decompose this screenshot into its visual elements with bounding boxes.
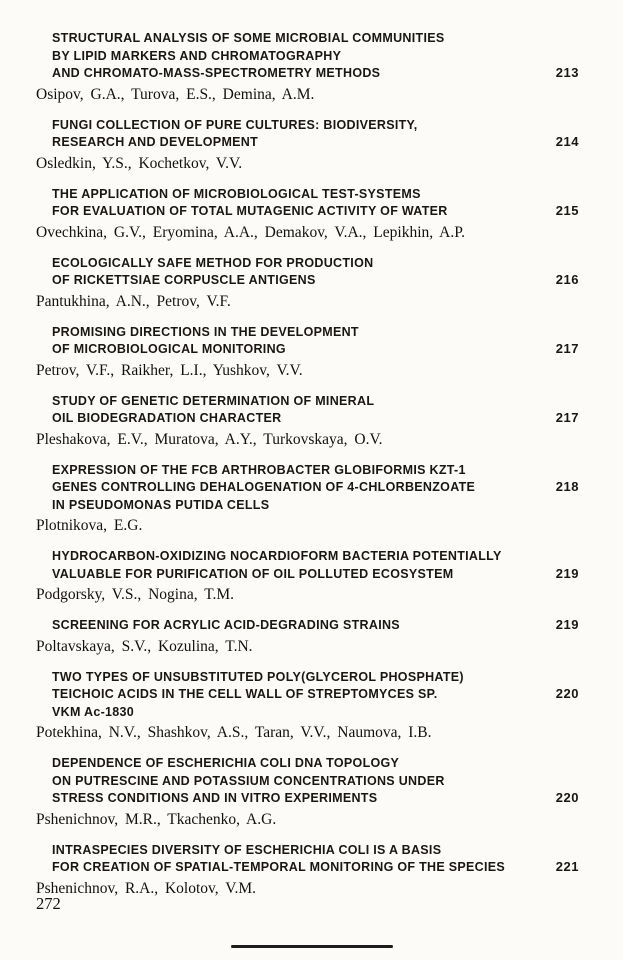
title-text: PROMISING DIRECTIONS IN THE DEVELOPMENT xyxy=(52,324,359,339)
title-line xyxy=(36,255,579,273)
title-text: EXPRESSION OF THE FCB ARTHROBACTER GLOBIFORMIS KZT-1 xyxy=(52,462,466,477)
toc-entry xyxy=(36,669,579,744)
title-text: INTRASPECIES DIVERSITY OF ESCHERICHIA COLI IS A BASIS xyxy=(52,842,442,857)
title-line xyxy=(36,134,579,152)
title-text: GENES CONTROLLING DEHALOGENATION OF 4-CHLORBENZOATE xyxy=(52,480,476,494)
title-line xyxy=(36,186,579,204)
page-number: 220 xyxy=(555,790,579,805)
toc-content xyxy=(36,30,579,911)
page-number: 219 xyxy=(555,565,579,581)
title-line xyxy=(36,755,579,773)
authors-line: Osipov, G.A., Turova, E.S., Demina, A.M. xyxy=(36,85,315,103)
title-line xyxy=(36,30,579,48)
title-text: FUNGI COLLECTION OF PURE CULTURES: BIODIVERSITY, xyxy=(52,117,418,132)
authors-line: Pshenichnov, R.A., Kolotov, V.M. xyxy=(36,879,256,897)
title-line xyxy=(36,479,579,497)
title-text: BY LIPID MARKERS AND CHROMATOGRAPHY xyxy=(52,48,342,63)
title-text: VKM Ac-1830 xyxy=(52,704,135,719)
authors-line: Pantukhina, A.N., Petrov, V.F. xyxy=(36,292,231,310)
title-text: THE APPLICATION OF MICROBIOLOGICAL TEST-SYSTEMS xyxy=(52,186,421,201)
title-text: STRUCTURAL ANALYSIS OF SOME MICROBIAL COMMUNITIES xyxy=(52,31,445,45)
title-text: OF MICROBIOLOGICAL MONITORING xyxy=(52,342,286,356)
title-text: RESEARCH AND DEVELOPMENT xyxy=(52,135,259,149)
title-text: TWO TYPES OF UNSUBSTITUTED POLY(GLYCEROL PHOSPHATE) xyxy=(52,669,464,684)
page-number: 219 xyxy=(555,617,579,632)
title-text: STRESS CONDITIONS AND IN VITRO EXPERIMENTS xyxy=(52,791,378,805)
authors-line: Pleshakova, E.V., Muratova, A.Y., Turkovskaya, O.V. xyxy=(36,430,383,448)
authors-line: Poltavskaya, S.V., Kozulina, T.N. xyxy=(36,637,253,655)
title-line xyxy=(36,48,579,66)
folio-page-number: 272 xyxy=(36,894,61,913)
title-text: FOR EVALUATION OF TOTAL MUTAGENIC ACTIVITY OF WATER xyxy=(52,204,448,218)
authors-line: Pshenichnov, M.R., Tkachenko, A.G. xyxy=(36,810,277,828)
title-line xyxy=(36,324,579,342)
title-text: AND CHROMATO-MASS-SPECTROMETRY METHODS xyxy=(52,66,381,80)
toc-entry xyxy=(36,324,579,381)
title-line xyxy=(36,341,579,359)
authors-line: Potekhina, N.V., Shashkov, A.S., Taran, V.V., Naumova, I.B. xyxy=(36,724,432,741)
title-text: TEICHOIC ACIDS IN THE CELL WALL OF STREPTOMYCES SP. xyxy=(52,687,438,701)
page-number: 215 xyxy=(555,203,579,218)
page-number: 217 xyxy=(555,341,579,356)
title-text: OF RICKETTSIAE CORPUSCLE ANTIGENS xyxy=(52,273,316,287)
title-text: SCREENING FOR ACRYLIC ACID-DEGRADING STRAINS xyxy=(52,618,400,632)
title-text: OIL BIODEGRADATION CHARACTER xyxy=(52,411,282,425)
authors-line: Plotnikova, E.G. xyxy=(36,517,143,534)
title-line xyxy=(36,497,579,515)
title-line xyxy=(36,790,579,808)
title-line xyxy=(36,548,579,566)
authors-line: Petrov, V.F., Raikher, L.I., Yushkov, V.V. xyxy=(36,361,303,379)
toc-entry xyxy=(36,617,579,657)
title-line xyxy=(36,842,579,860)
page-number: 218 xyxy=(555,479,579,494)
toc-entry xyxy=(36,755,579,830)
title-line xyxy=(36,566,579,584)
title-text: DEPENDENCE OF ESCHERICHIA COLI DNA TOPOLOGY xyxy=(52,756,400,770)
page-number: 220 xyxy=(555,686,579,701)
page-number: 217 xyxy=(555,410,579,425)
toc-entry xyxy=(36,186,579,243)
title-line xyxy=(36,393,579,411)
toc-entry xyxy=(36,842,579,899)
title-line xyxy=(36,704,579,722)
title-text: ON PUTRESCINE AND POTASSIUM CONCENTRATIONS UNDER xyxy=(52,773,445,788)
authors-line: Osledkin, Y.S., Kochetkov, V.V. xyxy=(36,154,243,172)
title-line xyxy=(36,462,579,480)
toc-entry xyxy=(36,30,579,105)
authors-line: Ovechkina, G.V., Eryomina, A.A., Demakov, V.A., Lepikhin, A.P. xyxy=(36,223,465,241)
title-text: VALUABLE FOR PURIFICATION OF OIL POLLUTED ECOSYSTEM xyxy=(52,566,454,581)
authors-line: Podgorsky, V.S., Nogina, T.M. xyxy=(36,586,235,603)
title-line xyxy=(36,410,579,428)
page-number: 221 xyxy=(555,859,579,874)
page-number: 213 xyxy=(555,65,579,80)
title-line xyxy=(36,203,579,221)
title-text: ECOLOGICALLY SAFE METHOD FOR PRODUCTION xyxy=(52,255,374,270)
title-text: HYDROCARBON-OXIDIZING NOCARDIOFORM BACTERIA POTENTIALLY xyxy=(52,549,502,563)
toc-entry xyxy=(36,548,579,605)
title-text: STUDY OF GENETIC DETERMINATION OF MINERAL xyxy=(52,393,375,408)
title-line xyxy=(36,669,579,687)
toc-entry xyxy=(36,117,579,174)
title-line xyxy=(36,773,579,791)
toc-entry xyxy=(36,462,579,537)
title-text: IN PSEUDOMONAS PUTIDA CELLS xyxy=(52,497,270,512)
toc-entry xyxy=(36,255,579,312)
page-number: 214 xyxy=(555,134,579,149)
title-text: FOR CREATION OF SPATIAL-TEMPORAL MONITORING OF THE SPECIES xyxy=(52,860,506,874)
title-line xyxy=(36,617,579,635)
title-line xyxy=(36,65,579,83)
scan-artifact-line xyxy=(231,945,393,948)
page-number: 216 xyxy=(555,272,579,287)
title-line xyxy=(36,859,579,877)
title-line xyxy=(36,272,579,290)
title-line xyxy=(36,686,579,704)
title-line xyxy=(36,117,579,135)
toc-entry xyxy=(36,393,579,450)
